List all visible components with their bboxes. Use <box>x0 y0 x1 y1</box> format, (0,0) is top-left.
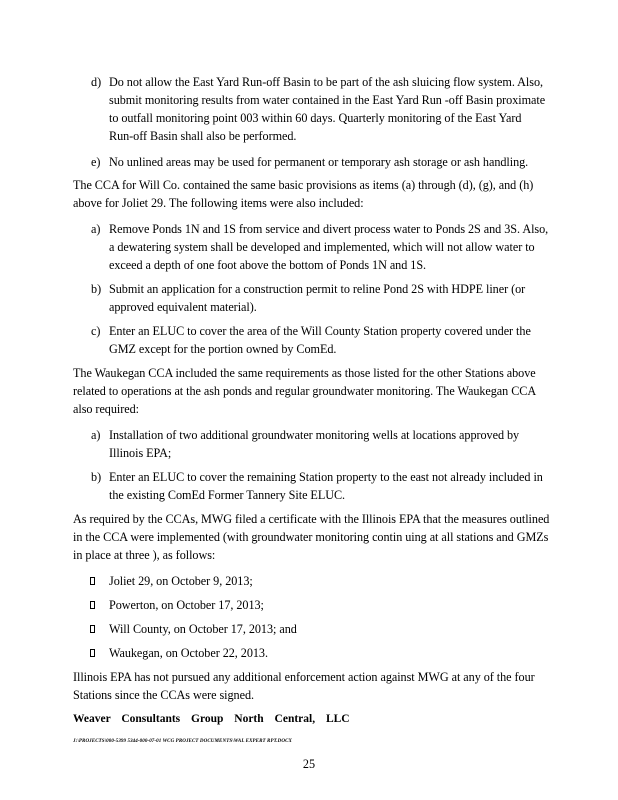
will-intro-line-2: above for Joliet 29. The following items were also included: <box>73 196 364 210</box>
will-item-c-line-1: Enter an ELUC to cover the area of the Will County Station property covered under the <box>109 324 531 338</box>
item-e-line-1: No unlined areas may be used for permanent or temporary ash storage or ash handling. <box>109 155 529 169</box>
bullet-item-powerton: Powerton, on October 17, 2013; <box>109 598 264 612</box>
waukegan-item-a-line-2: Illinois EPA; <box>109 446 172 460</box>
bullet-item-joliet: Joliet 29, on October 9, 2013; <box>109 574 253 588</box>
closing-line-1: Illinois EPA has not pursued any additional enforcement action against MWG at any of the four <box>73 670 535 684</box>
bullet-icon <box>90 577 95 585</box>
waukegan-item-a-marker: a) <box>91 428 101 442</box>
will-item-a-line-2: a dewatering system shall be developed and implemented, which will not allow water to <box>109 240 535 254</box>
closing-line-2: Stations since the CCAs were signed. <box>73 688 254 702</box>
file-path: J:\PROJECTS\000-5399 5344-000-07-01 WCG PROJECT DOCUMENTS\WAL EXPERT RPT.DOCX <box>73 739 292 744</box>
waukegan-item-b-line-2: the existing ComEd Former Tannery Site ELUC. <box>109 488 346 502</box>
bullet-icon <box>90 649 95 657</box>
page-number: 25 <box>302 757 316 771</box>
waukegan-intro-line-2: related to operations at the ash ponds and regular groundwater monitoring. The Waukegan CCA <box>73 384 537 398</box>
certificate-intro-line-1: As required by the CCAs, MWG filed a certificate with the Illinois EPA that the measures outlined <box>73 512 550 526</box>
bullet-icon <box>90 625 95 633</box>
will-item-a-marker: a) <box>91 222 101 236</box>
waukegan-intro-line-3: also required: <box>73 402 139 416</box>
item-d-line-3: to outfall monitoring point 003 within 60 days. Quarterly monitoring of the East Yard <box>109 111 522 125</box>
will-intro-line-1: The CCA for Will Co. contained the same basic provisions as items (a) through (d), (g), and (h) <box>73 178 534 192</box>
item-d-line-1: Do not allow the East Yard Run-off Basin to be part of the ash sluicing flow system. Also, <box>109 75 543 89</box>
item-d-line-2: submit monitoring results from water contained in the East Yard Run -off Basin proximate <box>109 93 546 107</box>
item-d-marker: d) <box>91 75 102 89</box>
will-item-b-line-1: Submit an application for a construction permit to reline Pond 2S with HDPE liner (or <box>109 282 526 296</box>
item-e-marker: e) <box>91 155 101 169</box>
bullet-item-will-county: Will County, on October 17, 2013; and <box>109 622 297 636</box>
certificate-intro-line-3: in place at three ), as follows: <box>73 548 216 562</box>
bullet-item-waukegan: Waukegan, on October 22, 2013. <box>109 646 268 660</box>
waukegan-item-a-line-1: Installation of two additional groundwater monitoring wells at locations approved by <box>109 428 520 442</box>
waukegan-intro-line-1: The Waukegan CCA included the same requirements as those listed for the other Stations above <box>73 366 536 380</box>
will-item-b-marker: b) <box>91 282 102 296</box>
waukegan-item-b-line-1: Enter an ELUC to cover the remaining Station property to the east not already included in <box>109 470 543 484</box>
will-item-a-line-1: Remove Ponds 1N and 1S from service and divert process water to Ponds 2S and 3S. Also, <box>109 222 549 236</box>
will-item-c-line-2: GMZ except for the portion owned by ComEd. <box>109 342 337 356</box>
firm-name: Weaver Consultants Group North Central, LLC <box>73 713 350 725</box>
bullet-icon <box>90 601 95 609</box>
certificate-intro-line-2: in the CCA were implemented (with groundwater monitoring contin uing at all stations and GMZs <box>73 530 549 544</box>
will-item-b-line-2: approved equivalent material). <box>109 300 257 314</box>
will-item-a-line-3: exceed a depth of one foot above the bottom of Ponds 1N and 1S. <box>109 258 427 272</box>
item-d-line-4: Run-off Basin shall also be performed. <box>109 129 297 143</box>
waukegan-item-b-marker: b) <box>91 470 102 484</box>
will-item-c-marker: c) <box>91 324 101 338</box>
